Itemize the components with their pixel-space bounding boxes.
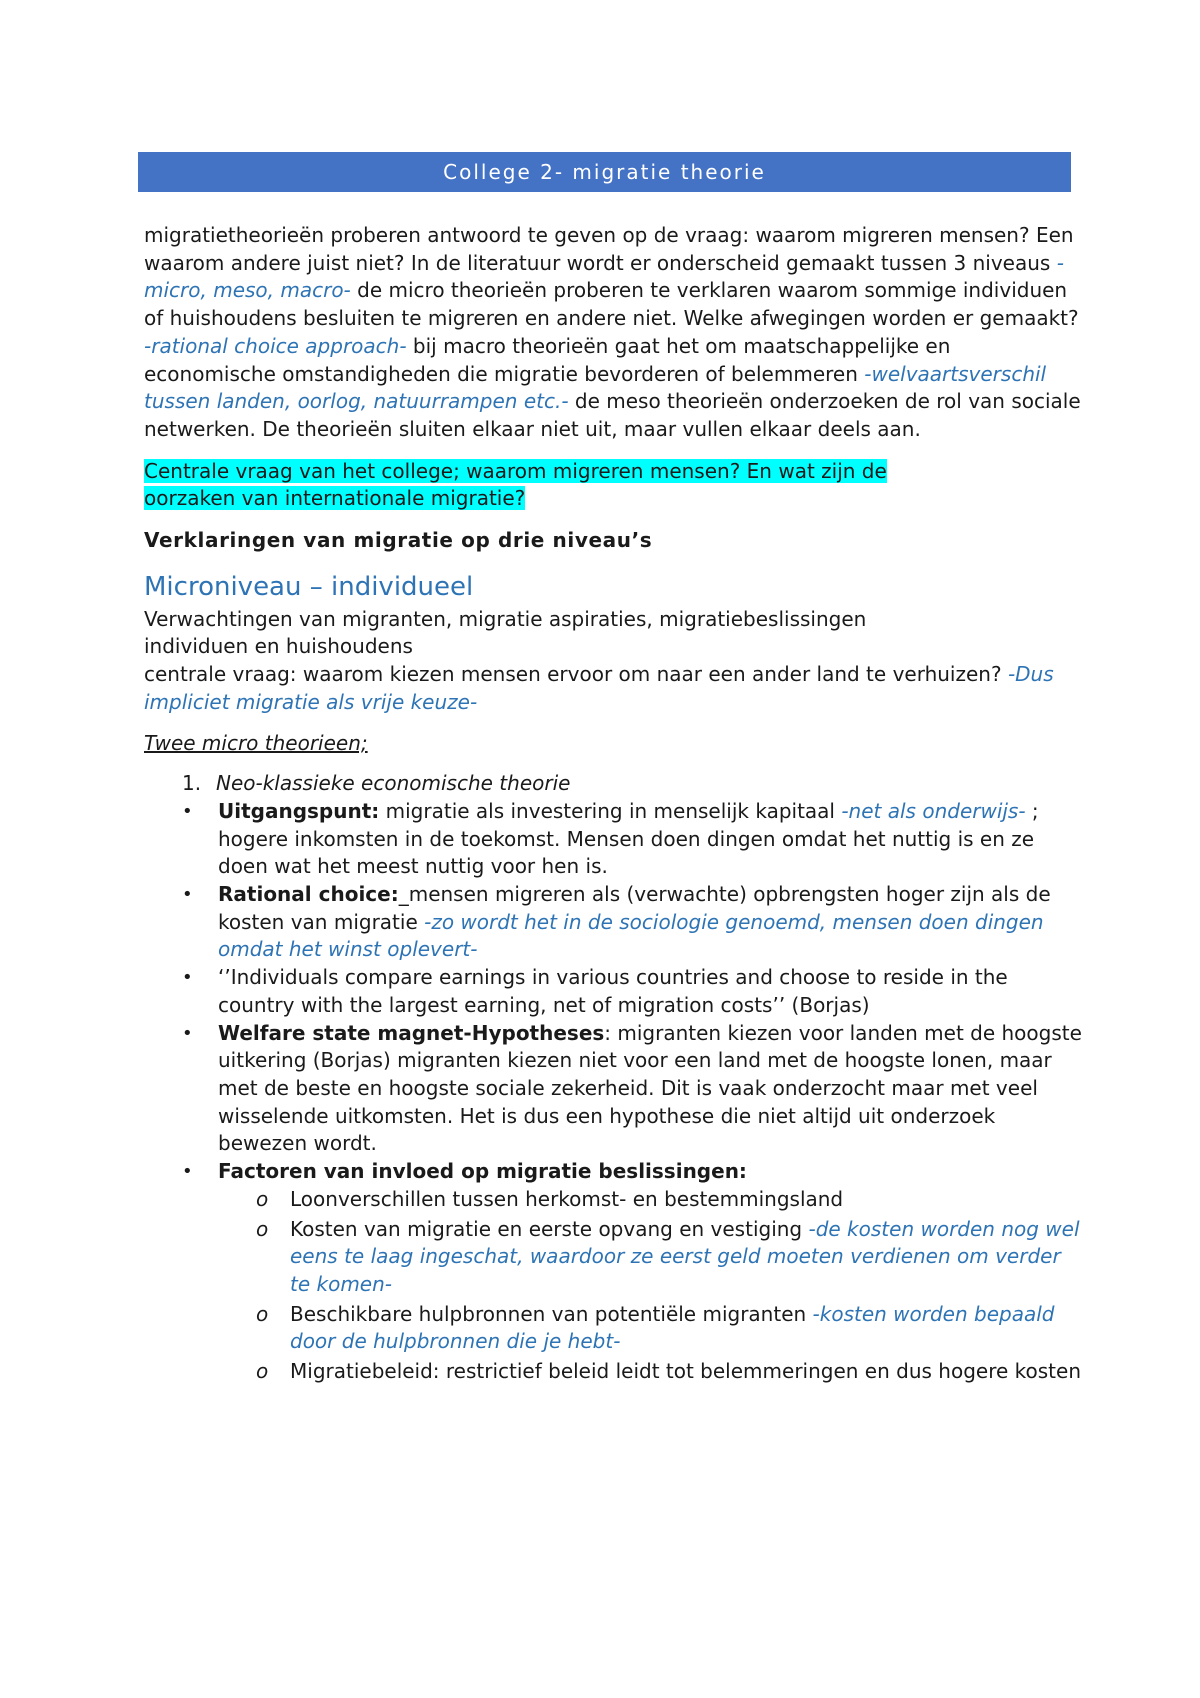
micro-line-3	[144, 661, 1084, 716]
intro-paragraph	[144, 222, 1084, 444]
theory-bullets	[144, 798, 1084, 1386]
bullet-highlight: -zo wordt het in de sociologie genoemd, mensen doen dingen omdat het winst oplevert-	[218, 909, 1044, 962]
circle-bullet-icon: o	[256, 1301, 269, 1326]
bullet-text: ‘’Individuals compare earnings in various countries and choose to reside in the country with the largest earning, net of migration costs’’ (Borjas)	[218, 965, 1008, 1017]
factor-text: Beschikbare hulpbronnen van potentiële migranten	[290, 1301, 813, 1326]
page-title: College 2- migratie theorie	[138, 152, 1071, 192]
intro-text-4: de meso theorieën onderzoeken de rol van sociale netwerken. De theorieën sluiten elkaar niet uit, maar vullen elkaar deels aan.	[144, 389, 1081, 441]
bullet-icon: •	[182, 884, 193, 906]
bullet-icon: •	[182, 1161, 193, 1183]
intro-text-3: bij macro theorieën gaat het om maatschappelijke en economische omstandigheden die migratie bevorderen of belemmeren	[144, 333, 951, 386]
bullet-factors	[144, 1158, 1084, 1386]
intro-highlight-2: -rational choice approach-	[144, 333, 407, 358]
theory-item	[144, 770, 1084, 1385]
factor-item	[218, 1216, 1084, 1299]
section-subheading: Verklaringen van migratie op drie niveau’s	[144, 528, 653, 553]
factor-text: Kosten van migratie en eerste opvang en vestiging	[290, 1216, 809, 1241]
theory-list	[144, 770, 1084, 1385]
circle-bullet-icon: o	[256, 1186, 269, 1211]
bullet-icon: •	[182, 800, 193, 822]
two-micro-theories-label: Twee micro theorieen;	[144, 730, 368, 755]
bullet-text: _mensen migreren als (verwachte) opbrengsten hoger zijn als de kosten van migratie	[218, 882, 1051, 934]
micro-line-1: Verwachtingen van migranten, migratie aspiraties, migratiebeslissingen	[144, 606, 867, 631]
theory-number: 1.	[182, 771, 202, 796]
bullet-text: : migranten kiezen voor landen met de hoogste uitkering (Borjas) migranten kiezen niet voor een land met de hoogste lonen, maar met de beste en hoogste sociale zekerheid. Dit is vaak onderzocht maar met veel wisselende uitkomsten. Het is dus een hypothese die niet altijd uit onderzoek bewezen wordt.	[218, 1020, 1082, 1156]
theory-title: Neo-klassieke economische theorie	[216, 771, 571, 796]
micro-heading: Microniveau – individueel	[144, 571, 474, 602]
bullet-bold-label: Uitgangspunt:	[218, 798, 380, 823]
bullet-text-2: ; hogere inkomsten in de toekomst. Mensen doen dingen omdat het nuttig is en ze doen wat het meest nuttig voor hen is.	[218, 798, 1039, 879]
bullet-bold-label: Rational choice:	[218, 882, 399, 907]
bullet-rational-choice	[144, 881, 1084, 964]
central-question-paragraph	[144, 458, 984, 513]
factor-text: Migratiebeleid: restrictief beleid leidt tot belemmeringen en dus hogere kosten	[290, 1359, 1081, 1384]
intro-highlight-3: -welvaartsverschil tussen landen, oorlog, natuurrampen etc.-	[144, 361, 1047, 414]
bullet-highlight: -net als onderwijs-	[841, 798, 1026, 823]
factor-highlight: -de kosten worden nog wel eens te laag ingeschat, waardoor ze eerst geld moeten verdienen om verder te komen-	[290, 1216, 1080, 1296]
circle-bullet-icon: o	[256, 1216, 269, 1241]
bullet-borjas-quote	[144, 964, 1084, 1019]
factor-item	[218, 1358, 1084, 1386]
intro-text-1: migratietheorieën proberen antwoord te geven op de vraag: waarom migreren mensen? Een waarom andere juist niet? In de literatuur wordt er onderscheid gemaakt tussen 3 niveaus	[144, 223, 1074, 275]
bullet-bold-label: Welfare state magnet-Hypotheses	[218, 1020, 605, 1045]
intro-highlight-1: -micro, meso, macro-	[144, 250, 1064, 303]
central-question: Centrale vraag van het college; waarom migreren mensen? En wat zijn de oorzaken van internationale migratie?	[144, 458, 887, 511]
bullet-icon: •	[182, 1022, 193, 1044]
bullet-uitgangspunt	[144, 798, 1084, 881]
bullet-icon: •	[182, 967, 193, 989]
micro-line-3-highlight: -Dus impliciet migratie als vrije keuze-	[144, 662, 1054, 714]
factor-item	[218, 1301, 1084, 1356]
circle-bullet-icon: o	[256, 1359, 269, 1384]
bullet-welfare-magnet	[144, 1020, 1084, 1159]
factor-text: Loonverschillen tussen herkomst- en bestemmingsland	[290, 1186, 844, 1211]
intro-text-2: de micro theorieën proberen te verklaren waarom sommige individuen of huishoudens besluiten te migreren en andere niet. Welke afwegingen worden er gemaakt?	[144, 278, 1079, 331]
micro-line-3-text: centrale vraag: waarom kiezen mensen ervoor om naar een ander land te verhuizen?	[144, 662, 1008, 687]
micro-line-2: individuen en huishoudens	[144, 634, 413, 659]
document-body	[144, 222, 1084, 1386]
factor-highlight: -kosten worden bepaald door de hulpbronnen die je hebt-	[290, 1301, 1055, 1354]
factor-list	[218, 1186, 1084, 1386]
bullet-bold-label: Factoren van invloed op migratie beslissingen:	[218, 1159, 747, 1184]
factor-item	[218, 1186, 1084, 1214]
bullet-text: migratie als investering in menselijk kapitaal	[379, 798, 842, 823]
